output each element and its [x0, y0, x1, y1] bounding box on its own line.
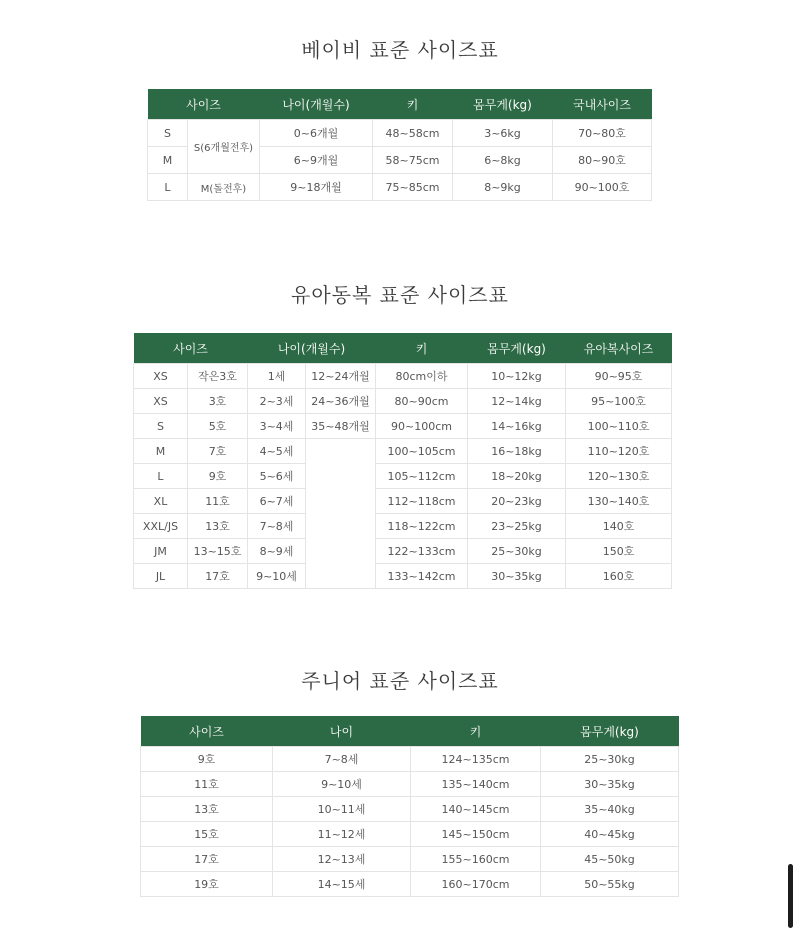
header-weight: 몸무게(kg) [453, 89, 553, 120]
table-row [141, 847, 679, 872]
table-row [148, 120, 652, 147]
cell-kids-size: 95~100호 [566, 389, 672, 414]
cell-height: 122~133cm [376, 539, 468, 564]
cell-ho: 17호 [188, 564, 248, 589]
cell-age: 1세 [248, 364, 306, 389]
cell-size: XS [134, 389, 188, 414]
header-age: 나이(개월수) [260, 89, 373, 120]
cell-size: L [148, 174, 188, 201]
header-size: 사이즈 [141, 716, 273, 747]
cell-kids-size: 100~110호 [566, 414, 672, 439]
cell-label: M(돌전후) [188, 174, 260, 201]
table-row [148, 174, 652, 201]
cell-height: 48~58cm [373, 120, 453, 147]
cell-size: 19호 [141, 872, 273, 897]
baby-size-table [147, 89, 652, 201]
header-weight: 몸무게(kg) [468, 333, 566, 364]
toddler-size-table [133, 333, 672, 589]
cell-height: 58~75cm [373, 147, 453, 174]
cell-age: 10~11세 [273, 797, 411, 822]
cell-ho: 7호 [188, 439, 248, 464]
cell-weight: 6~8kg [453, 147, 553, 174]
cell-age: 5~6세 [248, 464, 306, 489]
cell-weight: 25~30kg [468, 539, 566, 564]
cell-size: M [134, 439, 188, 464]
cell-age: 4~5세 [248, 439, 306, 464]
cell-age: 14~15세 [273, 872, 411, 897]
toddler-size-title: 유아동복 표준 사이즈표 [291, 283, 509, 307]
header-age: 나이(개월수) [248, 333, 376, 364]
cell-weight: 45~50kg [541, 847, 679, 872]
cell-weight: 35~40kg [541, 797, 679, 822]
cell-age: 7~8세 [273, 747, 411, 772]
cell-age: 9~10세 [248, 564, 306, 589]
baby-size-title: 베이비 표준 사이즈표 [301, 38, 499, 62]
cell-height: 105~112cm [376, 464, 468, 489]
header-height: 키 [376, 333, 468, 364]
cell-weight: 50~55kg [541, 872, 679, 897]
cell-age: 7~8세 [248, 514, 306, 539]
cell-size: 15호 [141, 822, 273, 847]
header-weight: 몸무게(kg) [541, 716, 679, 747]
cell-weight: 18~20kg [468, 464, 566, 489]
cell-size: XS [134, 364, 188, 389]
cell-weight: 8~9kg [453, 174, 553, 201]
cell-height: 160~170cm [411, 872, 541, 897]
cell-domestic: 80~90호 [553, 147, 652, 174]
cell-kids-size: 150호 [566, 539, 672, 564]
table-row [141, 797, 679, 822]
cell-height: 100~105cm [376, 439, 468, 464]
cell-size: XL [134, 489, 188, 514]
cell-weight: 16~18kg [468, 439, 566, 464]
cell-weight: 3~6kg [453, 120, 553, 147]
cell-height: 118~122cm [376, 514, 468, 539]
table-row [141, 772, 679, 797]
cell-ho: 13호 [188, 514, 248, 539]
cell-size: JL [134, 564, 188, 589]
cell-height: 155~160cm [411, 847, 541, 872]
cell-months: 12~24개월 [306, 364, 376, 389]
cell-ho: 9호 [188, 464, 248, 489]
cell-kids-size: 120~130호 [566, 464, 672, 489]
cell-ho: 작은3호 [188, 364, 248, 389]
cell-age: 6~9개월 [260, 147, 373, 174]
cell-months [306, 439, 376, 589]
cell-weight: 30~35kg [541, 772, 679, 797]
header-age: 나이 [273, 716, 411, 747]
cell-domestic: 70~80호 [553, 120, 652, 147]
cell-kids-size: 160호 [566, 564, 672, 589]
cell-months: 35~48개월 [306, 414, 376, 439]
table-row [134, 389, 672, 414]
cell-age: 3~4세 [248, 414, 306, 439]
table-row [134, 364, 672, 389]
cell-size: S [148, 120, 188, 147]
table-row [134, 514, 672, 539]
header-height: 키 [373, 89, 453, 120]
junior-size-title: 주니어 표준 사이즈표 [301, 669, 499, 693]
header-domestic-size: 국내사이즈 [553, 89, 652, 120]
cell-age: 9~10세 [273, 772, 411, 797]
table-row [141, 872, 679, 897]
table-row [141, 747, 679, 772]
cell-weight: 30~35kg [468, 564, 566, 589]
cell-size: 13호 [141, 797, 273, 822]
cell-size: L [134, 464, 188, 489]
table-row [134, 464, 672, 489]
cell-weight: 40~45kg [541, 822, 679, 847]
cell-weight: 14~16kg [468, 414, 566, 439]
cell-ho: 13~15호 [188, 539, 248, 564]
cell-age: 8~9세 [248, 539, 306, 564]
header-kids-size: 유아복사이즈 [566, 333, 672, 364]
cell-kids-size: 90~95호 [566, 364, 672, 389]
cell-height: 112~118cm [376, 489, 468, 514]
cell-kids-size: 140호 [566, 514, 672, 539]
cell-ho: 11호 [188, 489, 248, 514]
table-header-row [148, 89, 652, 120]
cell-size: 9호 [141, 747, 273, 772]
cell-age: 9~18개월 [260, 174, 373, 201]
table-row [134, 414, 672, 439]
cell-height: 124~135cm [411, 747, 541, 772]
table-row [134, 439, 672, 464]
cell-months: 24~36개월 [306, 389, 376, 414]
cell-domestic: 90~100호 [553, 174, 652, 201]
cell-height: 135~140cm [411, 772, 541, 797]
table-header-row [134, 333, 672, 364]
table-row [134, 539, 672, 564]
cell-size: XXL/JS [134, 514, 188, 539]
scrollbar[interactable] [788, 864, 793, 928]
header-size: 사이즈 [148, 89, 260, 120]
cell-age: 6~7세 [248, 489, 306, 514]
cell-size: M [148, 147, 188, 174]
cell-ho: 5호 [188, 414, 248, 439]
table-header-row [141, 716, 679, 747]
cell-weight: 23~25kg [468, 514, 566, 539]
junior-size-table [140, 716, 679, 897]
header-size: 사이즈 [134, 333, 248, 364]
cell-size: S [134, 414, 188, 439]
cell-height: 75~85cm [373, 174, 453, 201]
cell-label: S(6개월전후) [188, 120, 260, 174]
cell-kids-size: 130~140호 [566, 489, 672, 514]
cell-age: 2~3세 [248, 389, 306, 414]
cell-weight: 20~23kg [468, 489, 566, 514]
header-height: 키 [411, 716, 541, 747]
cell-weight: 12~14kg [468, 389, 566, 414]
cell-size: 17호 [141, 847, 273, 872]
cell-weight: 25~30kg [541, 747, 679, 772]
cell-height: 90~100cm [376, 414, 468, 439]
table-row [141, 822, 679, 847]
cell-kids-size: 110~120호 [566, 439, 672, 464]
cell-age: 11~12세 [273, 822, 411, 847]
cell-ho: 3호 [188, 389, 248, 414]
cell-age: 12~13세 [273, 847, 411, 872]
cell-age: 0~6개월 [260, 120, 373, 147]
cell-weight: 10~12kg [468, 364, 566, 389]
cell-size: JM [134, 539, 188, 564]
table-row [134, 564, 672, 589]
table-row [134, 489, 672, 514]
cell-height: 145~150cm [411, 822, 541, 847]
cell-height: 140~145cm [411, 797, 541, 822]
cell-height: 133~142cm [376, 564, 468, 589]
cell-size: 11호 [141, 772, 273, 797]
cell-height: 80~90cm [376, 389, 468, 414]
cell-height: 80cm이하 [376, 364, 468, 389]
